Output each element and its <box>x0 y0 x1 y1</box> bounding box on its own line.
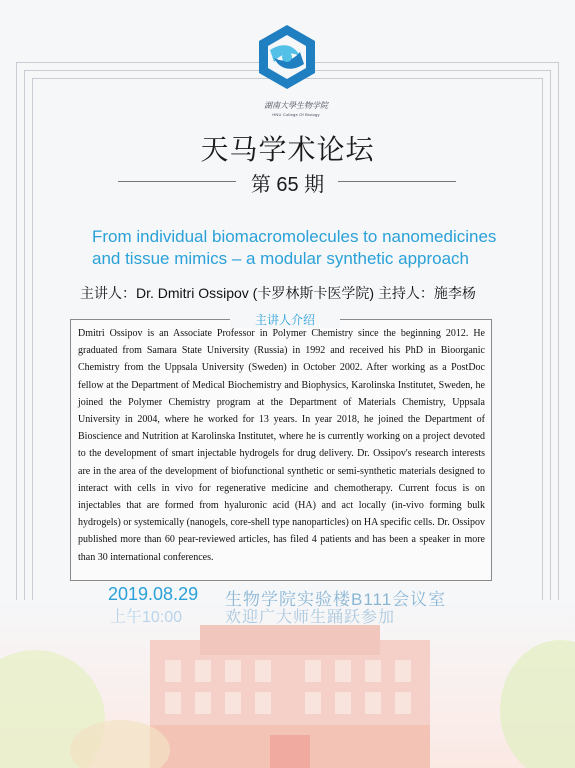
talk-title <box>92 226 532 270</box>
event-time: 上午10:00 <box>110 609 183 626</box>
event-venue: 生物学院实验楼B111会议室 <box>225 590 447 609</box>
school-name-cn: 湖南大學生物学院 <box>264 101 328 110</box>
event-date: 2019.08.29 <box>108 584 199 604</box>
speakers-line: 主讲人：Dr. Dmitri Ossipov (卡罗林斯卡医学院) 主持人：施李杨 <box>80 285 476 301</box>
talk-title-line-2: and tissue mimics – a modular synthetic approach <box>92 249 470 268</box>
talk-title-line-1: From individual biomacromolecules to nanomedicines <box>92 227 497 246</box>
forum-title: 天马学术论坛 <box>200 134 375 165</box>
school-name-en: HNU College Of Biology <box>272 112 320 117</box>
hnu-logo-icon <box>252 22 322 102</box>
bio-text: Dmitri Ossipov is an Associate Professor in Polymer Chemistry since the beginning 2012. He graduated from Samara State University (Russia) in 1992 and received his PhD in Bioorganic Chemistry from the Uppsala University (Sweden) in October 2002. After working as a PostDoc fellow at the Department of Medical Biochemistry and Biophysics, Karolinska Institutet, Sweden, he joined the Polymer Chemistry program at the Department of Materials Chemistry, Uppsala University in 2004, where he worked for 13 years. In year 2018, he joined the Department of Bioscience and Nutrition at Karolinska Institutet, where he is currently working on a project devoted to the development of smart injectable hydrogels for drug delivery. Dr. Ossipov's research interests are in the area of the development of biofunctional synthetic or semi-synthetic materials designed to interact with cells in vivo for regenerative medicine and chemotherapy. Current focus is on injectables that are formed from hyaluronic acid (HA) and act locally (in-vivo forming bulk hydrogels) or systemically (nanogels, core-shell type nanoparticles) on HA specific cells. Dr. Ossipov published more than 60 pear-reviewed articles, has filed 4 patients and has been a speaker in more than 30 international conferences. <box>78 328 485 563</box>
school-name <box>246 100 346 117</box>
welcome-note: 欢迎广大师生踊跃参加 <box>225 609 396 626</box>
bio-heading: 主讲人介绍 <box>230 311 340 328</box>
forum-issue: 第 65 期 <box>250 174 325 196</box>
